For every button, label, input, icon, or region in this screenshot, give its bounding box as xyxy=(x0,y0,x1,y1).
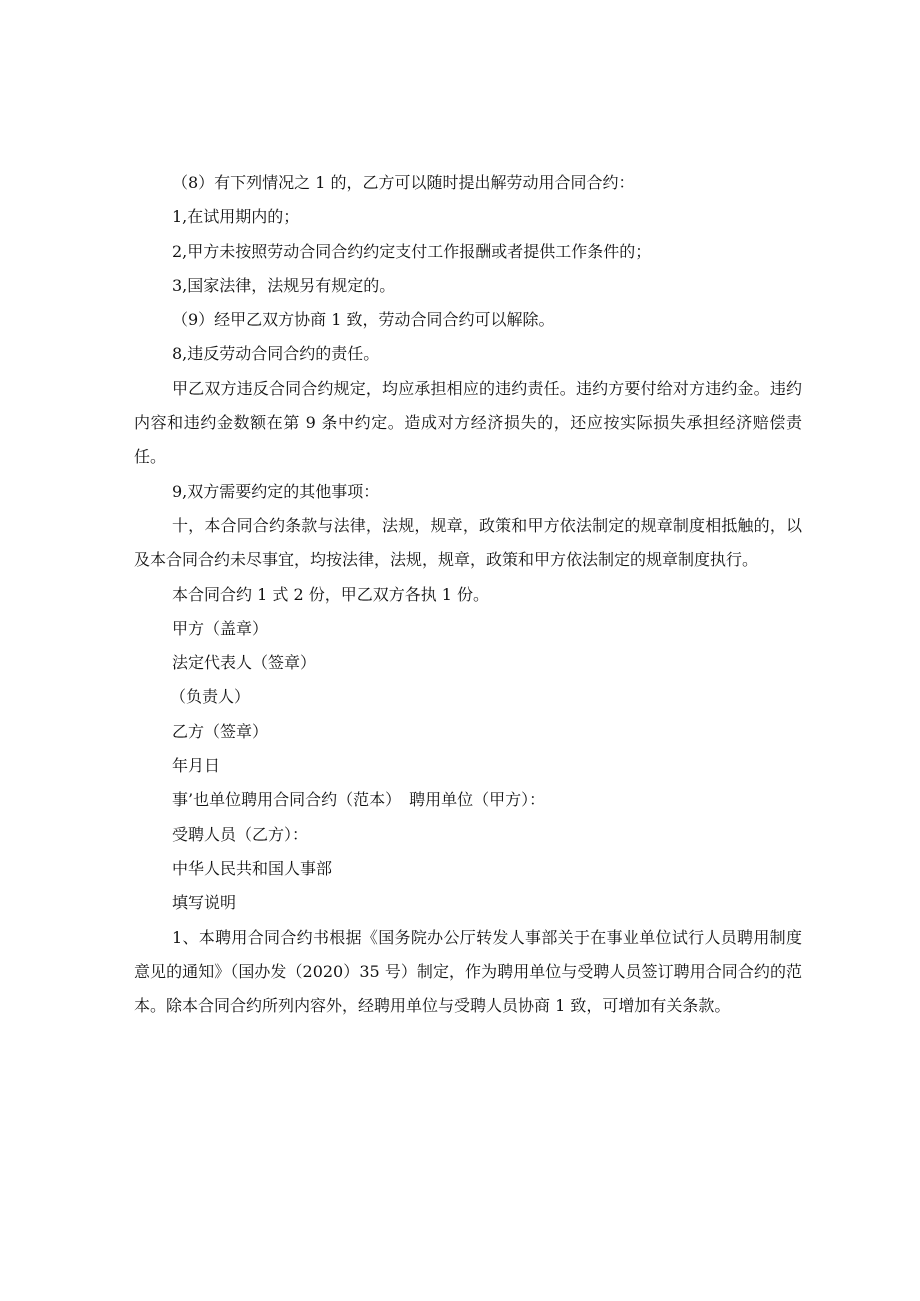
paragraph-liability: 甲乙双方违反合同合约规定，均应承担相应的违约责任。违约方要付给对方违约金。违约内容和违约金数额在第 9 条中约定。造成对方经济损失的，还应按实际损失承担经济赔偿责任。 xyxy=(134,378,802,467)
paragraph-instructions-heading: 填写说明 xyxy=(172,893,237,913)
paragraph-legal-rep: 法定代表人（签章） xyxy=(172,653,317,673)
paragraph-responsible-person: （负责人） xyxy=(170,687,251,707)
paragraph-section-8: 8,违反劳动合同合约的责任。 xyxy=(172,344,380,364)
document-body xyxy=(134,166,802,1023)
paragraph-employee: 受聘人员（乙方）： xyxy=(172,824,309,844)
paragraph-party-a-seal: 甲方（盖章） xyxy=(172,618,269,638)
paragraph-clause-9: （9）经甲乙双方协商 1 致，劳动合同合约可以解除。 xyxy=(172,310,555,330)
paragraph-item-1: 1,在试用期内的； xyxy=(172,207,300,227)
paragraph-item-2: 2,甲方未按照劳动合同合约约定支付工作报酬或者提供工作条件的； xyxy=(172,241,652,261)
paragraph-clause-8: （8）有下列情况之 1 的，乙方可以随时提出解劳动用合同合约： xyxy=(172,173,635,192)
paragraph-party-b-sign: 乙方（签章） xyxy=(172,721,269,741)
paragraph-item-3: 3,国家法律，法规另有规定的。 xyxy=(172,275,396,295)
paragraph-date: 年月日 xyxy=(172,756,221,776)
paragraph-copies: 本合同合约 1 式 2 份，甲乙双方各执 1 份。 xyxy=(172,584,490,604)
paragraph-ministry: 中华人民共和国人事部 xyxy=(172,858,333,878)
paragraph-section-10: 十，本合同合约条款与法律，法规，规章，政策和甲方依法制定的规章制度相抵触的，以及本合同合约未尽事宜，均按法律，法规，规章，政策和甲方依法制定的规章制度执行。 xyxy=(134,515,802,570)
paragraph-section-9: 9,双方需要约定的其他事项： xyxy=(172,481,380,501)
paragraph-instruction-1: 1、本聘用合同合约书根据《国务院办公厅转发人事部关于在事业单位试行人员聘用制度意见的通知》（国办发（2020）35 号）制定，作为聘用单位与受聘人员签订聘用合同合约的范本。除本合同合约所列内容外，经聘用单位与受聘人员协商 1 致，可增加有关条款。 xyxy=(134,927,802,1016)
paragraph-template-title: 事’也单位聘用合同合约（范本） 聘用单位（甲方）： xyxy=(172,790,546,810)
